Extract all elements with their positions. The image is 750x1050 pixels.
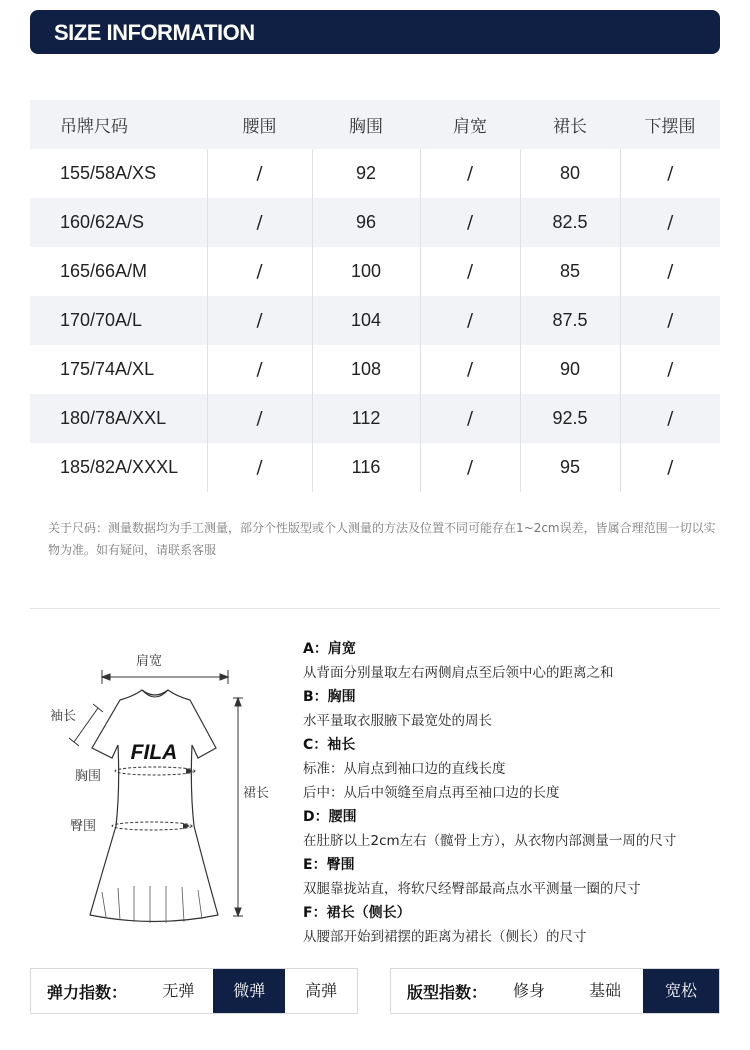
size-cell: 180/78A/XXL xyxy=(30,394,207,443)
fit-option-loose: 宽松 xyxy=(643,969,719,1013)
length-cell: 92.5 xyxy=(520,394,620,443)
table-row xyxy=(30,345,720,394)
length-cell: 85 xyxy=(520,247,620,296)
elasticity-index xyxy=(30,968,358,1014)
chest-cell: 112 xyxy=(312,394,420,443)
chest-cell: 104 xyxy=(312,296,420,345)
chest-cell: 116 xyxy=(312,443,420,492)
dress-measurement-diagram xyxy=(30,630,290,930)
hem-cell: / xyxy=(620,345,720,394)
shoulder-cell: / xyxy=(420,198,520,247)
length-cell: 82.5 xyxy=(520,198,620,247)
label-hip: 臀围 xyxy=(70,819,97,834)
measurement-note: 关于尺码：测量数据均为手工测量，部分个性版型或个人测量的方法及位置不同可能存在1~2cm误差，皆属合理范围一切以实物为准。如有疑问，请联系客服 xyxy=(48,521,716,557)
length-cell: 95 xyxy=(520,443,620,492)
definition-text: 水平量取衣服腋下最宽处的周长 xyxy=(303,713,492,729)
elasticity-option-none: 无弹 xyxy=(162,981,195,1000)
chest-cell: 96 xyxy=(312,198,420,247)
size-cell: 185/82A/XXXL xyxy=(60,457,179,477)
fit-option-slim: 修身 xyxy=(512,981,545,1000)
shoulder-cell: / xyxy=(420,394,520,443)
shoulder-cell: / xyxy=(420,345,520,394)
label-length: 裙长 xyxy=(243,786,270,801)
waist-cell: / xyxy=(207,443,312,492)
shoulder-cell: / xyxy=(420,247,520,296)
definition-text: 标准：从肩点到袖口边的直线长度 xyxy=(303,761,506,777)
elasticity-label: 弹力指数： xyxy=(47,982,128,1002)
hem-cell: / xyxy=(620,149,720,198)
sleeve-measure-line xyxy=(74,708,98,742)
hem-cell: / xyxy=(620,247,720,296)
label-shoulder: 肩宽 xyxy=(136,654,163,669)
table-row xyxy=(30,198,720,247)
col-header-tag-size: 吊牌尺码 xyxy=(30,100,207,149)
definition-text: 后中：从后中领缝至肩点再至袖口边的长度 xyxy=(303,785,560,801)
col-header-chest: 胸围 xyxy=(312,100,420,149)
dress-illustration xyxy=(30,630,290,930)
definition-title: A：肩宽 xyxy=(303,641,356,657)
measurement-definitions xyxy=(303,637,733,949)
table-row xyxy=(30,394,720,443)
definition-text: 从腰部开始到裙摆的距离为裙长（侧长）的尺寸 xyxy=(303,929,587,945)
hem-cell: / xyxy=(620,443,720,492)
col-header-length: 裙长 xyxy=(520,100,620,149)
definition-text: 双腿靠拢站直，将软尺经臀部最高点水平测量一圈的尺寸 xyxy=(303,881,641,897)
definition-title: E：臀围 xyxy=(303,857,355,873)
definition-title: F：裙长（侧长） xyxy=(303,905,411,921)
definition-title: D：腰围 xyxy=(303,809,357,825)
waist-cell: / xyxy=(207,394,312,443)
banner-title: SIZE INFORMATION xyxy=(54,20,255,45)
label-chest: 胸围 xyxy=(75,769,102,784)
elasticity-option-slight: 微弹 xyxy=(213,969,285,1013)
size-info-banner xyxy=(30,10,720,54)
shoulder-cell: / xyxy=(420,149,520,198)
size-table xyxy=(30,100,720,492)
length-cell: 80 xyxy=(520,149,620,198)
fit-index xyxy=(390,968,720,1014)
shoulder-cell: / xyxy=(420,443,520,492)
label-sleeve: 袖长 xyxy=(50,709,77,724)
size-cell: 165/66A/M xyxy=(60,261,148,281)
waist-cell: / xyxy=(207,247,312,296)
size-cell: 155/58A/XS xyxy=(60,163,157,183)
table-row xyxy=(30,247,720,296)
definition-title: C：袖长 xyxy=(303,737,356,753)
shoulder-cell: / xyxy=(420,296,520,345)
size-cell: 160/62A/S xyxy=(30,198,207,247)
size-cell: 175/74A/XL xyxy=(60,359,155,379)
fit-label: 版型指数： xyxy=(407,982,488,1002)
col-header-shoulder: 肩宽 xyxy=(420,100,520,149)
hem-cell: / xyxy=(620,394,720,443)
size-cell: 170/70A/L xyxy=(30,296,207,345)
waist-cell: / xyxy=(207,198,312,247)
chest-cell: 108 xyxy=(312,345,420,394)
section-divider xyxy=(30,608,720,609)
size-table-header xyxy=(30,100,720,149)
length-cell: 87.5 xyxy=(520,296,620,345)
table-row xyxy=(30,149,720,198)
col-header-waist: 腰围 xyxy=(207,100,312,149)
fit-option-regular: 基础 xyxy=(588,981,621,1000)
length-cell: 90 xyxy=(520,345,620,394)
fila-logo: FILA xyxy=(130,741,178,764)
table-row xyxy=(30,296,720,345)
definition-title: B：胸围 xyxy=(303,689,356,705)
waist-cell: / xyxy=(207,345,312,394)
table-row xyxy=(30,443,720,492)
hem-cell: / xyxy=(620,296,720,345)
elasticity-option-high: 高弹 xyxy=(305,981,338,1000)
col-header-hem: 下摆围 xyxy=(620,100,720,149)
hem-cell: / xyxy=(620,198,720,247)
chest-cell: 92 xyxy=(312,149,420,198)
dress-outline xyxy=(90,690,218,922)
waist-cell: / xyxy=(207,296,312,345)
chest-cell: 100 xyxy=(312,247,420,296)
definition-text: 从背面分别量取左右两侧肩点至后领中心的距离之和 xyxy=(303,665,614,681)
definition-text: 在肚脐以上2cm左右（髋骨上方），从衣物内部测量一周的尺寸 xyxy=(303,833,677,849)
waist-cell: / xyxy=(207,149,312,198)
